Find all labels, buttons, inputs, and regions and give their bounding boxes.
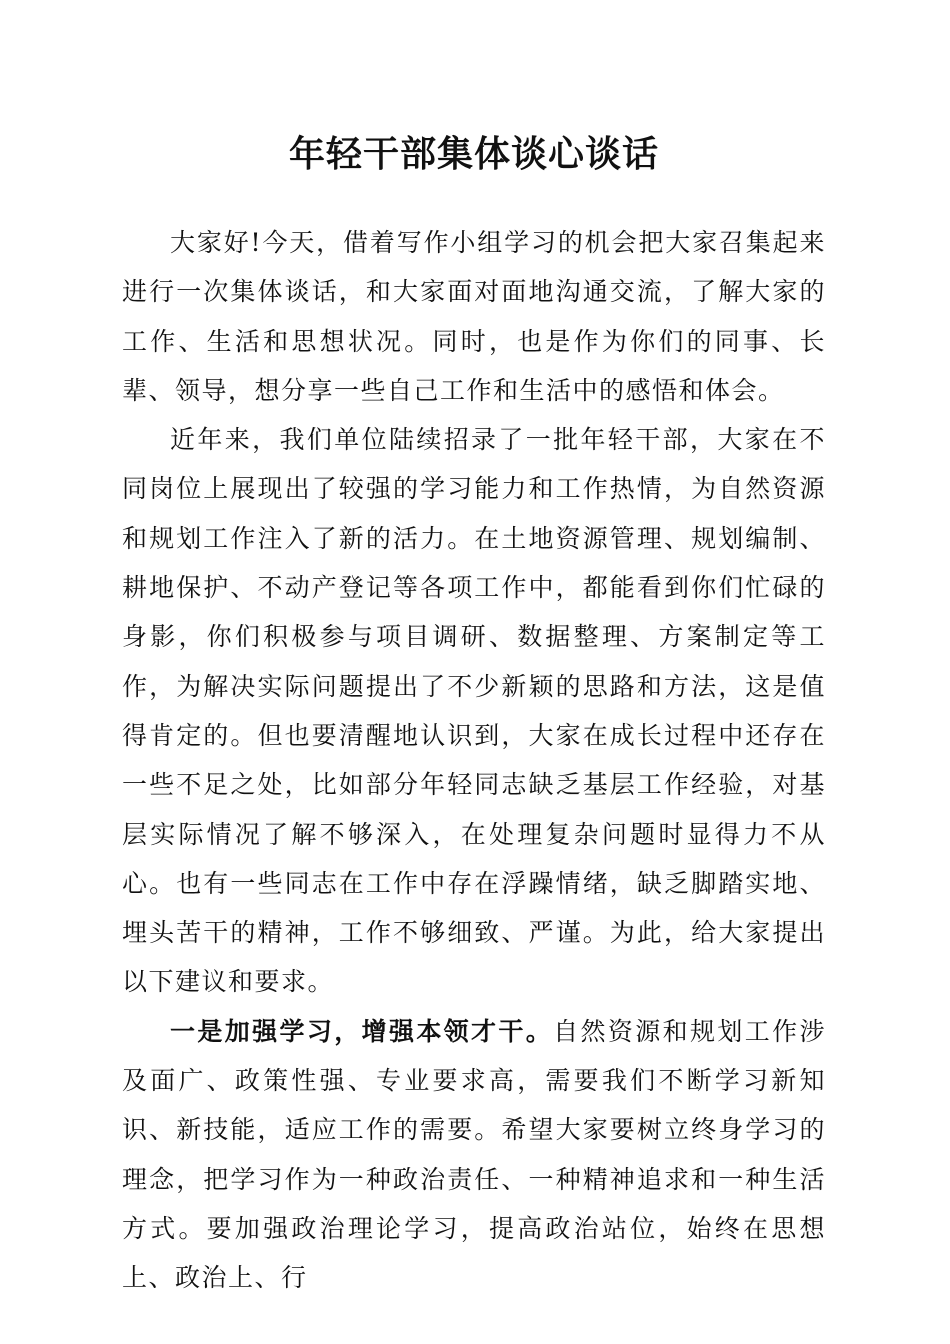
paragraph-text: 大家好!今天，借着写作小组学习的机会把大家召集起来进行一次集体谈话，和大家面对面地沟通交流，了解大家的工作、生活和思想状况。同时，也是作为你们的同事、长辈、领导，想分享一些自己工作和生活中的感悟和体会。 <box>122 228 826 405</box>
paragraph-lead-heading: 一是加强学习，增强本领才干。 <box>170 1016 554 1046</box>
paragraph-situation <box>122 415 826 1007</box>
document-title: 年轻干部集体谈心谈话 <box>288 133 659 175</box>
paragraph-text: 自然资源和规划工作涉及面广、政策性强、专业要求高，需要我们不断学习新知识、新技能，适应工作的需要。希望大家要树立终身学习的理念，把学习作为一种政治责任、一种精神追求和一种生活方式。要加强政治理论学习，提高政治站位，始终在思想上、政治上、行 <box>122 1016 826 1293</box>
paragraph-text: 近年来，我们单位陆续招录了一批年轻干部，大家在不同岗位上展现出了较强的学习能力和工作热情，为自然资源和规划工作注入了新的活力。在土地资源管理、规划编制、耕地保护、不动产登记等各项工作中，都能看到你们忙碌的身影，你们积极参与项目调研、数据整理、方案制定等工作，为解决实际问题提出了不少新颖的思路和方法，这是值得肯定的。但也要清醒地认识到，大家在成长过程中还存在一些不足之处，比如部分年轻同志缺乏基层工作经验，对基层实际情况了解不够深入，在处理复杂问题时显得力不从心。也有一些同志在工作中存在浮躁情绪，缺乏脚踏实地、埋头苦干的精神，工作不够细致、严谨。为此，给大家提出以下建议和要求。 <box>122 425 826 997</box>
paragraph-point-one <box>122 1007 826 1303</box>
paragraph-greeting <box>122 218 826 415</box>
